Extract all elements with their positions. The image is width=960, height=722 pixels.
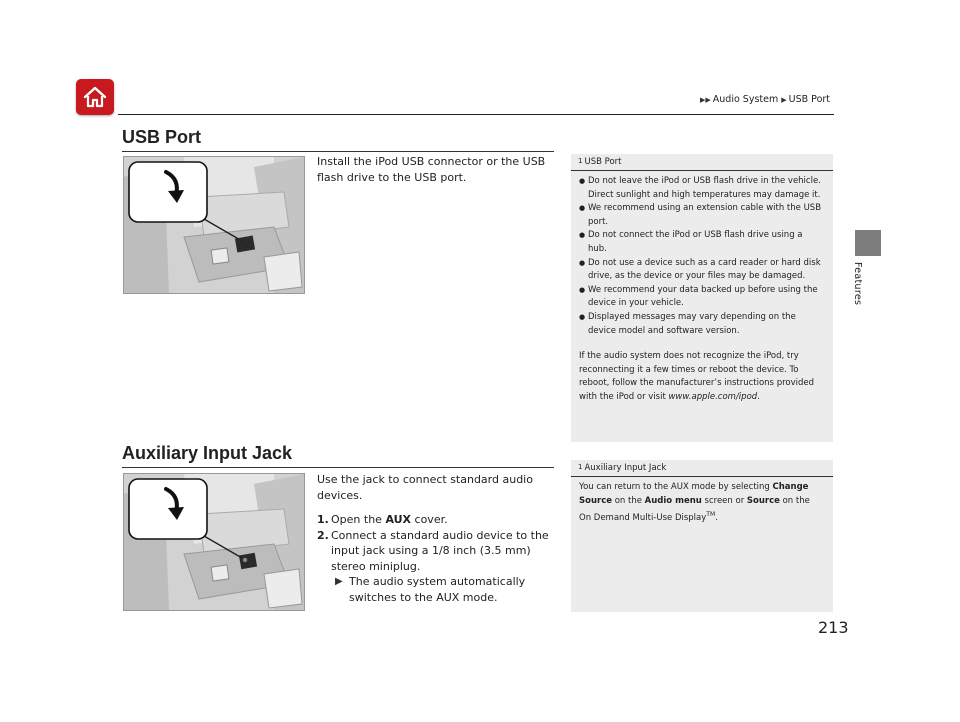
source-label: Source: [746, 495, 780, 506]
note-text: You can return to the AUX mode by selecting: [579, 482, 770, 492]
usb-port-note: [571, 154, 833, 442]
note-text: on the On Demand Multi-Use Display: [579, 495, 810, 524]
home-button[interactable]: [76, 79, 114, 115]
audio-menu-label: Audio menu: [644, 495, 702, 506]
home-icon: [82, 85, 108, 109]
note-paragraph-end: .: [757, 391, 760, 402]
aux-jack-step: [317, 512, 562, 528]
change-source-label: Change Source: [579, 482, 809, 506]
aux-jack-note-header: [571, 460, 833, 477]
note-bullet: ● We recommend using an extension cable with the USB port.: [579, 202, 823, 229]
usb-port-note-title: USB Port: [584, 157, 622, 167]
note-bullet: ● Do not use a device such as a card reader or hard disk drive, as the device or your files may be damaged.: [579, 257, 823, 284]
note-ref-mark: 1: [578, 463, 583, 471]
note-bullet: ● Do not connect the iPod or USB flash drive using a hub.: [579, 229, 823, 256]
step-text: Open the: [331, 513, 382, 526]
aux-jack-note: [571, 460, 833, 612]
note-text: on the: [614, 495, 642, 506]
section-tab-label: Features: [852, 262, 863, 306]
note-bullet: ● We recommend your data backed up before using the device in your vehicle.: [579, 284, 823, 311]
aux-jack-steps: [317, 512, 562, 605]
step-number: 2.: [317, 528, 329, 542]
usb-port-title: USB Port: [122, 127, 202, 147]
breadcrumb-item-audio-system[interactable]: Audio System: [712, 94, 779, 105]
step-result: [331, 574, 562, 605]
result-arrow-icon: ▶: [335, 576, 343, 587]
page-number: 213: [818, 618, 849, 637]
usb-port-note-header: [571, 154, 833, 171]
aux-jack-illustration: [123, 473, 305, 611]
note-ref-mark: 1: [578, 157, 583, 165]
step-number: 1.: [317, 513, 329, 526]
aux-jack-note-body: [571, 477, 833, 532]
note-text: screen or: [704, 495, 745, 506]
note-bullet: ● Do not leave the iPod or USB flash drive in the vehicle. Direct sunlight and high temperatures may damage it.: [579, 175, 823, 202]
note-text: .: [715, 513, 718, 524]
apple-ipod-link[interactable]: www.apple.com/ipod: [668, 391, 758, 402]
breadcrumb-arrow-icon: ▶: [781, 96, 787, 104]
usb-port-note-list: [579, 175, 823, 338]
aux-jack-title-rule: [122, 467, 554, 468]
usb-port-illustration: [123, 156, 305, 294]
aux-jack-step: [317, 528, 562, 606]
aux-label: AUX: [385, 513, 412, 526]
section-tab-marker[interactable]: [855, 230, 881, 256]
breadcrumb: [700, 94, 830, 105]
step-result-text: The audio system automatically switches to the AUX mode.: [349, 575, 526, 604]
step-text: cover.: [414, 513, 448, 526]
aux-jack-title: Auxiliary Input Jack: [122, 443, 293, 463]
usb-port-instructions: Install the iPod USB connector or the USB flash drive to the USB port.: [317, 155, 546, 184]
note-bullet: ● Displayed messages may vary depending on the device model and software version.: [579, 311, 823, 338]
breadcrumb-arrow-icon: ▶▶: [700, 96, 711, 104]
usb-port-note-body: [571, 171, 833, 411]
header-divider: [118, 114, 834, 115]
aux-jack-intro: Use the jack to connect standard audio devices.: [317, 473, 533, 502]
breadcrumb-item-usb-port[interactable]: USB Port: [788, 94, 831, 105]
note-paragraph-text: If the audio system does not recognize the iPod, try reconnecting it a few times or reboot the device. To reboot, follow the manufacturer’s instructions provided with the iPod or visit: [579, 351, 815, 402]
usb-port-note-paragraph: [579, 350, 823, 404]
aux-jack-instructions: [317, 472, 562, 605]
trademark-mark: TM: [706, 511, 716, 519]
usb-port-title-rule: [122, 151, 554, 152]
aux-jack-note-title: Auxiliary Input Jack: [584, 463, 667, 473]
step-text: Connect a standard audio device to the input jack using a 1/8 inch (3.5 mm) stereo miniplug.: [331, 528, 549, 573]
